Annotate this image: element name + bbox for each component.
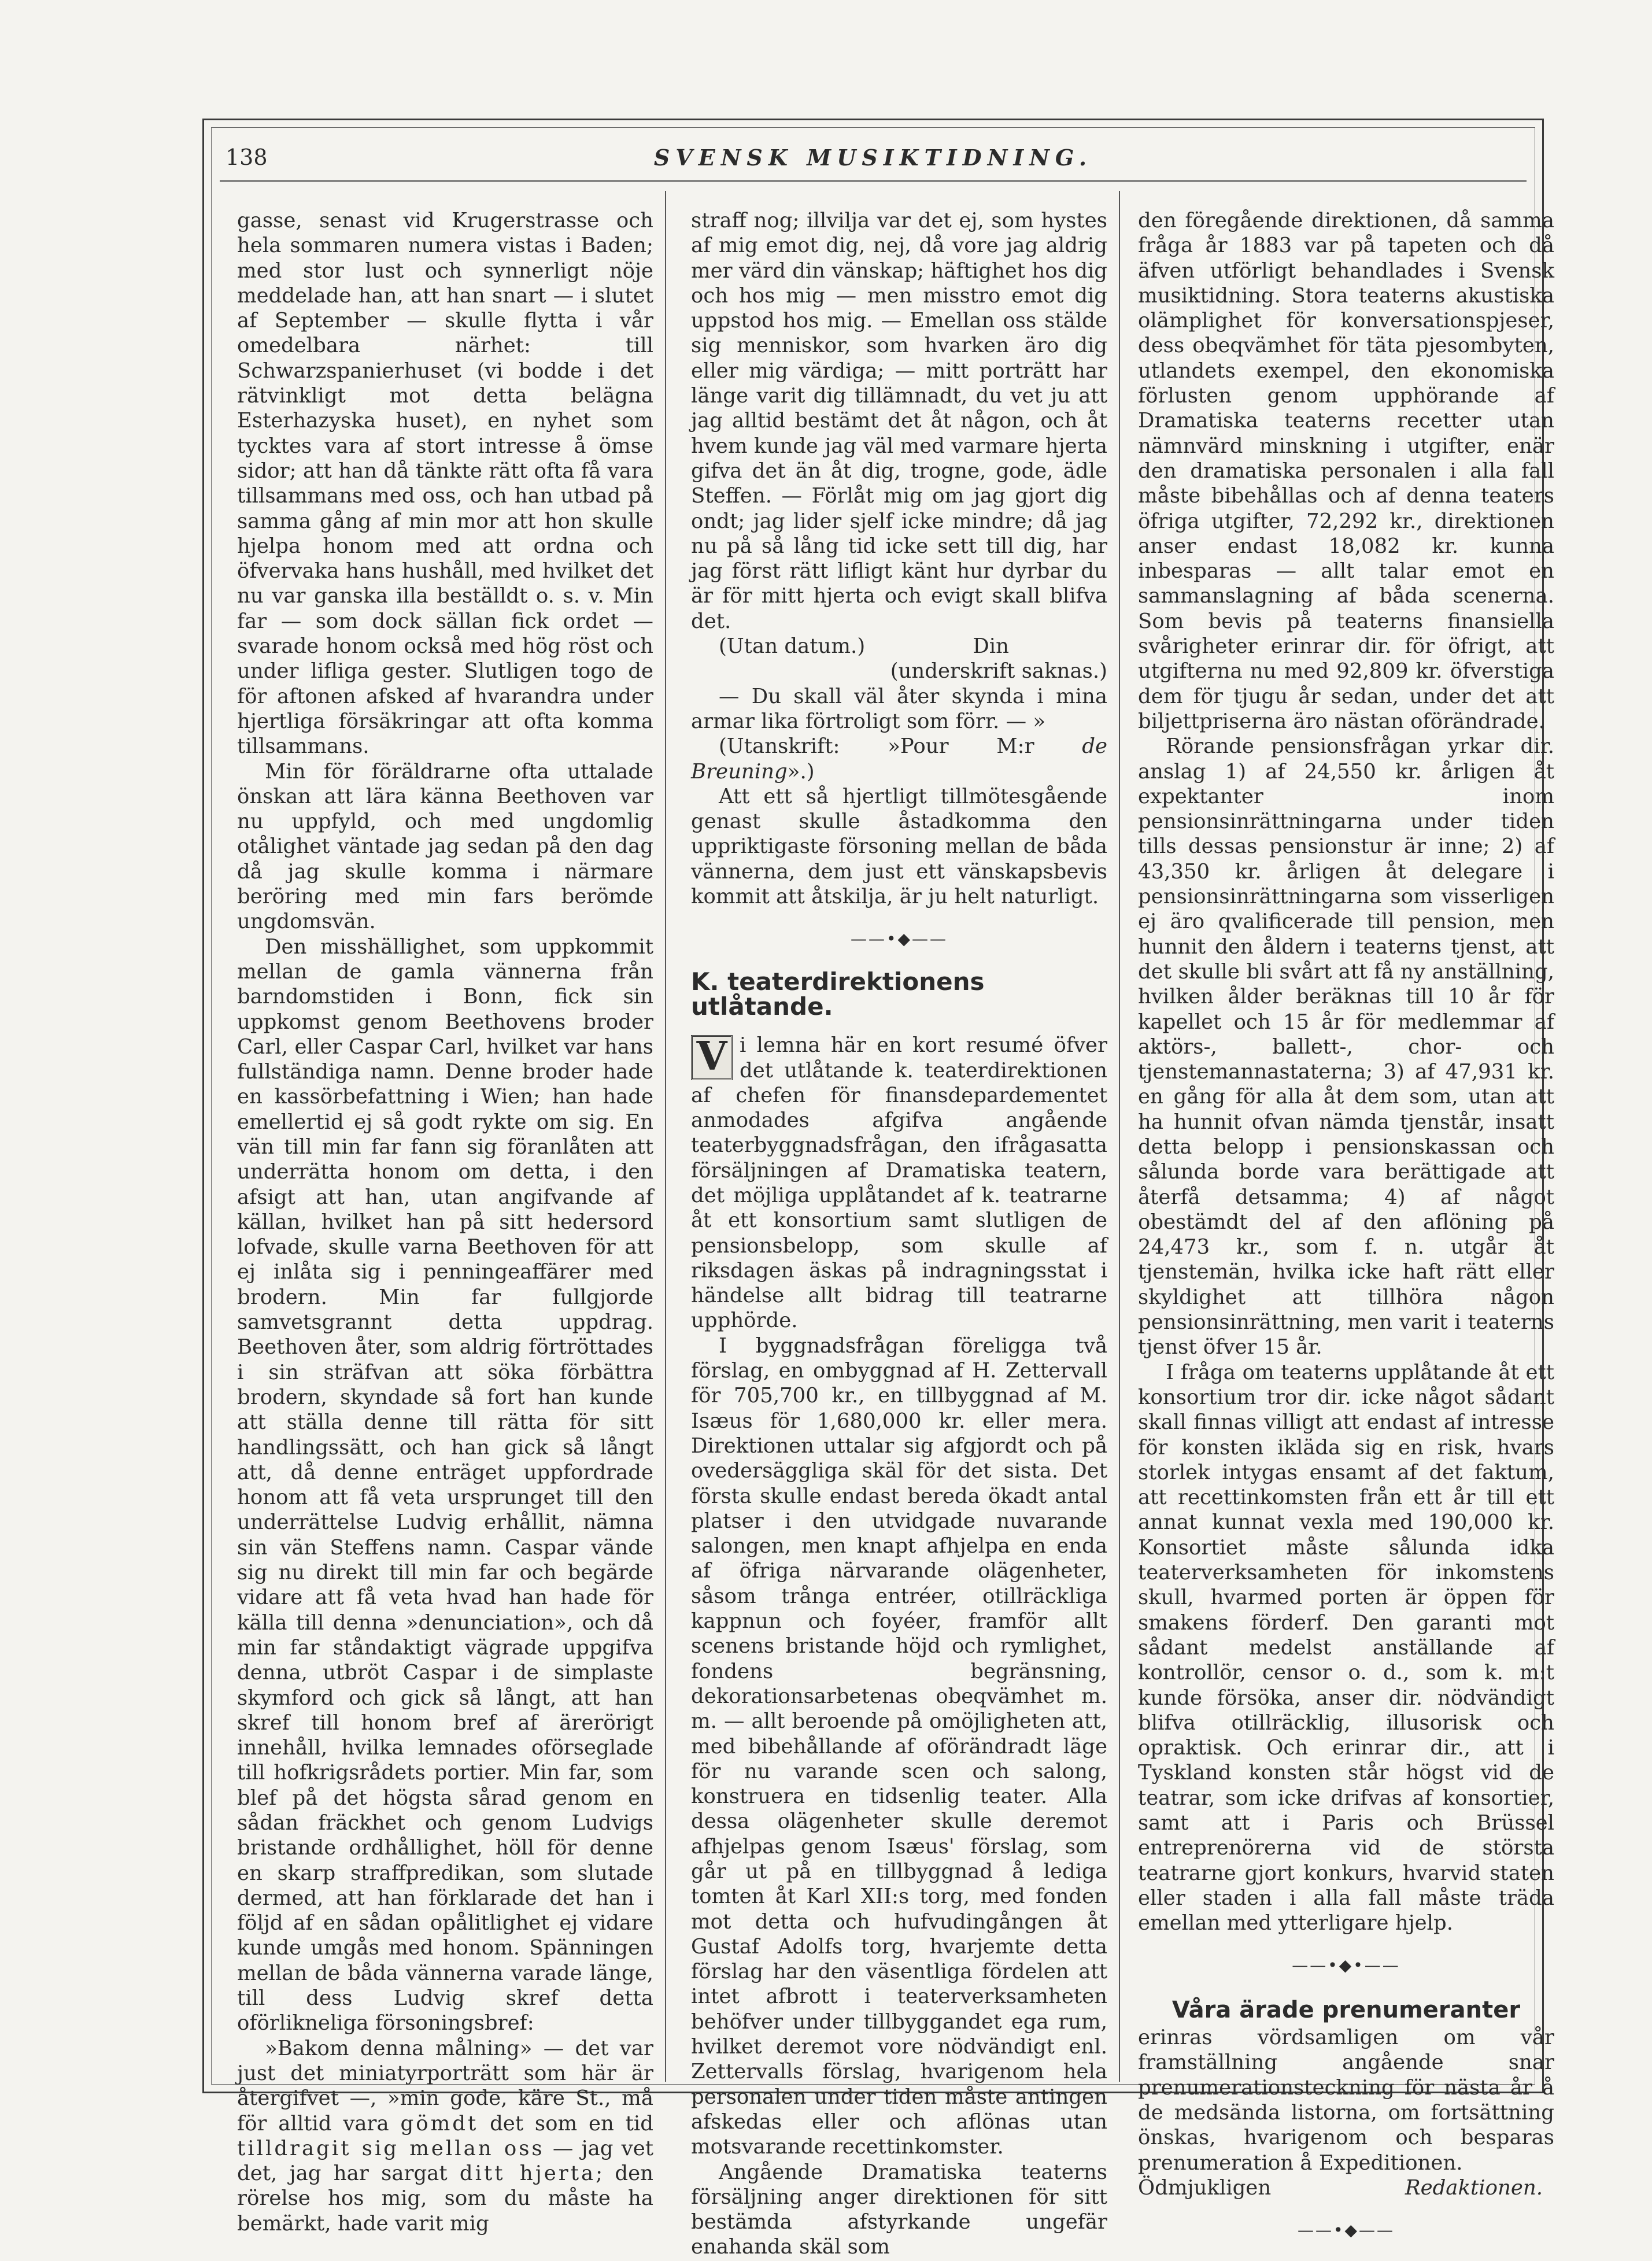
notice-signature-row xyxy=(1138,2175,1554,2200)
column-divider-right xyxy=(1119,191,1120,2082)
text-run: ; den rörelse hos mig, som du måste ha bemärkt, hade varit mig xyxy=(237,2162,653,2236)
paragraph: den föregående direktionen, då samma fråga år 1883 var på tapeten och då äfven utförligt behandlades i Svensk musiktidning. Stora teaterns akustiska olämplighet för konversationspjeser, dess obeqvämhet för täta pjesombyten, utlandets exempel, den ekonomiska förlusten genom upphörande af Dramatiska teaterns recetter utan nämnvärd minskning i utgifter, enär den dramatiska personalen i alla fall måste bibehållas och af denna teaters öfriga utgifter, 72,292 kr., direktionen anser endast 18,082 kr. kunna inbesparas — allt talar emot en sammanslagning af båda scenerna. Som bevis på teaterns finansiella svårigheter erinrar dir. för öfrigt, att utgifterna nu med 92,809 kr. öfverstiga dem för tjugu år sedan, under det att biljettpriserna äro nästan oförändrade. xyxy=(1138,209,1554,733)
spaced-text: ditt hjerta xyxy=(459,2162,596,2186)
section-ornament: ——•◆—— xyxy=(850,929,948,949)
column-divider-left xyxy=(665,191,666,2082)
editors-signature: Redaktionen. xyxy=(1405,2175,1543,2200)
section-ornament: ——•◆•—— xyxy=(1292,1956,1400,1975)
paragraph: gasse, senast vid Krugerstrasse och hela sommaren numera vistas i Baden; med stor lust och synnerligt nöje meddelade han, att han snart — i slutet af September — skulle flytta i vår omedelbara närhet: till Schwarzspanierhuset (vi bodde i det rätvinkligt mot detta belägna Esterhazyska huset), en nyhet som tycktes vara af stort intresse å ömse sidor; att han då tänkte rätt ofta få vara tillsammans med oss, och han utbad på samma gång af min mor att hon skulle hjelpa honom med att ordna och öfvervaka hans hushåll, med hvilket det nu var ganska illa beställdt o. s. v. Min far — som dock sällan fick ordet — svarade honom också med hög röst och under lifliga gester. Slutligen togo de för aftonen afsked af hvarandra under hjertliga försäkringar att ofta komma tillsammans. xyxy=(237,209,653,759)
notice-text: erinras vördsamligen om vår framställning angående snar prenumerationsteckning för nästa år å de medsända listorna, om fortsättning önskas, hvarigenom och besparas prenumeration å Expeditionen. xyxy=(1138,2026,1554,2175)
text-run: »Bakom denna målning» — det var just det miniatyrporträtt som här är återgifvet —, »min gode, käre St., må för alltid vara xyxy=(237,2036,653,2136)
spaced-text: tilldragit sig mellan oss xyxy=(237,2136,545,2160)
letter-paragraph: — Du skall väl åter skynda i mina armar lika förtroligt som förr. — » xyxy=(691,684,1107,733)
paragraph: Angående Dramatiska teaterns försäljning anger direktionen för sitt bestämda afstyrkande ungefär enahanda skäl som xyxy=(691,2160,1107,2259)
page-number: 138 xyxy=(226,145,268,170)
text-run: ».) xyxy=(787,759,815,784)
paragraph xyxy=(691,1033,1107,1333)
undated-note: (Utan datum.) xyxy=(719,634,866,659)
address-note xyxy=(691,734,1107,784)
column-3 xyxy=(1138,208,1554,2260)
end-ornament: ——•◆—— xyxy=(1297,2221,1395,2240)
text-run: (Utanskrift: »Pour M:r xyxy=(719,734,1082,759)
column-2 xyxy=(691,208,1107,2260)
signature: Din xyxy=(973,634,1009,659)
paragraph: Min för föräldrarne ofta uttalade önskan att lära känna Beethoven var nu uppfyld, och med ungdomlig otålighet väntade jag sedan på den dag då jag skulle komma i närmare beröring med min fars berömde ungdomsvän. xyxy=(237,759,653,934)
letter-paragraph xyxy=(237,2036,653,2236)
section-title: K. teaterdirektionens utlåtande. xyxy=(691,967,985,1021)
journal-title: SVENSK MUSIKTIDNING. xyxy=(653,145,1093,171)
paragraph: I fråga om teaterns upplåtande åt ett konsortium tror dir. icke något sådant skall finnas villigt att endast af intresse för konsten ikläda sig en risk, hvars storlek intygas ensamt af det faktum, att recettinkomsten från ett år till ett annat kunnat vexla med 190,000 kr. Konsortiet måste sålunda idka teaterverksamheten för inkomstens skull, hvarmed porten är öppen för smakens förderf. Den garanti mot sådant medelst anställande af kontrollör, censor o. d., som k. m:t kunde försöka, anser dir. nödvändigt blifva otillräcklig, illusorisk och opraktisk. Och erinrar dir., att i Tyskland konsten står högst vid de teatrar, som icke drifvas af konsortier, samt att i Paris och Brüssel entreprenörerna vid de största teatrarne gjort konkurs, hvarvid staten eller staden i alla fall måste träda emellan med ytterligare hjelp. xyxy=(1138,1360,1554,1935)
spaced-text: gömdt xyxy=(400,2111,479,2136)
drop-cap: V xyxy=(691,1035,733,1080)
letter-paragraph: straff nog; illvilja var det ej, som hystes af mig emot dig, nej, då vore jag aldrig mer värd din vänskap; häftighet hos dig och hos mig — men misstro emot dig uppstod hos mig. — Emellan oss stälde sig menniskor, som hvarken äro dig eller mig värdiga; — mitt porträtt har länge varit dig tillämnadt, du vet ju att jag alltid bestämt det åt någon, och åt hvem kunde jag väl med varmare hjerta gifva det än åt dig, trogne, gode, ädle Steffen. — Förlåt mig om jag gjort dig ondt; jag lider sjelf icke mindre; då jag nu på så lång tid icke sett till dig, har jag först rätt lifligt känt hur dyrbar du är för mitt hjerta och evigt skall blifva det. xyxy=(691,209,1107,633)
letter-signature-row xyxy=(691,634,1107,659)
signature-missing: (underskrift saknas.) xyxy=(890,659,1107,684)
paragraph: Att ett så hjertligt tillmötesgående genast skulle åstadkomma den uppriktigaste försoning mellan de båda vännerna, dem just ett vänskapsbevis kommit att åtskilja, är ju helt naturligt. xyxy=(691,784,1107,909)
header-rule xyxy=(220,180,1527,182)
text-run: — jag vet det, jag har sargat xyxy=(237,2136,653,2186)
closing: Ödmjukligen xyxy=(1138,2175,1272,2200)
paragraph: I byggnadsfrågan föreligga två förslag, en ombyggnad af H. Zettervall för 705,700 kr., en tillbyggnad af M. Isæus för 1,680,000 kr. eller mera. Direktionen uttalar sig afgjordt och på ovedersäggliga skäl för det sista. Det första skulle endast bereda ökadt antal platser i den utvidgade nuvarande salongen, men knapt afhjelpa en enda af öfriga närvarande olägenheter, såsom trånga entréer, otillräckliga kappnun och foyéer, framför allt scenens bristande höjd och rymlighet, fondens begränsning, dekorationsarbetenas obeqvämhet m. m. — allt beroende på omöjligheten att, med bibehållande af oförändradt läge för nu varande scen och salong, konstruera en tidsenlig teater. Alla dessa olägenheter skulle deremot afhjelpas genom Isæus' förslag, som går ut på en tillbyggnad å lediga tomten åt Karl XII:s torg, med fonden mot detta och hufvudingången åt Gustaf Adolfs torg, hvarjemte detta förslag har den väsentliga fördelen att intet afbrott i teaterverksamheten behöfver under tillbyggandet ega rum, hvilket deremot vore nödvändigt enl. Zettervalls förslag, hvarigenom hela personalen under tiden måste antingen afskedas eller och aflönas utan motsvarande recettinkomster. xyxy=(691,1333,1107,2159)
paragraph: Den misshällighet, som uppkommit mellan de gamla vännerna från barndomstiden i Bonn, fick sin uppkomst genom Beethovens broder Carl, eller Caspar Carl, hvilket var hans fullständiga namn. Denne broder hade en kassörbefattning i Wien; han hade emellertid ej så godt rykte om sig. En vän till min far fann sig föranlåten att underrätta honom om detta, i den afsigt att han, utan angifvande af källan, hvilket han på sitt hedersord lofvade, skulle varna Beethoven för att ej inlåta sig i penningeaffärer med brodern. Min far fullgjorde samvetsgrannt detta uppdrag. Beethoven åter, som aldrig förtröttades i sin sträfvan att söka förbättra brodern, skyndade så fort han kunde att ställa denne till rätta för sitt handlingssätt, och han gick så långt att, då denne enträget uppfordrade honom att få veta ursprunget till den underrättelse Ludvig erhållit, nämna sin vän Steffens namn. Caspar vände sig nu direkt till min far och begärde vidare att få veta hvad han hade för källa till denna »denunciation», och då min far ståndaktigt vägrade uppgifva denna, utbröt Caspar i de simplaste skymford och gick så långt, att han skref till honom bref af ärerörigt innehåll, hvilka lemnades oförseglade till hofkrigsrådets portier. Min far, som blef på det högsta sårad genom en sådan fräckhet och genom Ludvigs bristande ordhållighet, höll för denne en skarp straffpredikan, som slutade dermed, att han förklarade det han i följd af en sådan opålitlighet ej vidare kunde umgås med honom. Spänningen mellan de båda vännerna varade länge, till dess Ludvig skref detta oförlikneliga försoningsbref: xyxy=(237,934,653,2035)
text-run: det som en tid xyxy=(478,2111,653,2136)
page-header xyxy=(220,136,1527,177)
paragraph: Rörande pensionsfrågan yrkar dir. anslag 1) af 24,550 kr. årligen åt expektanter inom pensionsinrättningarna under tiden tills dessas pensionstur är inne; 2) af 43,350 kr. årligen åt delegare i pensionsinrättningarna som visserligen ej äro qvalificerade till pension, men hunnit den åldern i teaterns tjenst, att det skulle bli svårt att få ny anställning, hvilken ålder beräknas till 10 år för kapellet och 15 år för medlemmar af aktörs-, ballett-, chor- och tjenstemannastaterna; 3) af 47,931 kr. en gång för alla åt dem som, utan att ha hunnit ofvan nämda tjenstår, insatt detta belopp i pensionskassan och sålunda borde vara berättigade att återfå detsamma; 4) af något obestämdt del af den aflöning på 24,473 kr., som f. n. utgår åt tjenstemän, hvilka icke haft rätt eller skyldighet att tillhöra någon pensionsinrättning, men varit i teaterns tjenst öfver 15 år. xyxy=(1138,734,1554,1359)
notice-title: Våra ärade prenumeranter xyxy=(1171,1996,1521,2023)
italic-text: de Breuning xyxy=(691,734,1107,784)
text-run: i lemna här en kort resumé öfver det utlåtande k. teaterdirektionen af chefen för finansdepardementet anmodades afgifva angående teaterbyggnadsfrågan, den ifrågasatta försäljningen af Dramatiska teatern, det möjliga upplåtandet af k. teatrarne åt ett konsortium samt slutligen de pensionsbelopp, som skulle af riksdagen äskas på indragningsstat i händelse allt bidrag till teatrarne upphörde. xyxy=(691,1033,1107,1333)
column-1 xyxy=(237,208,653,2236)
